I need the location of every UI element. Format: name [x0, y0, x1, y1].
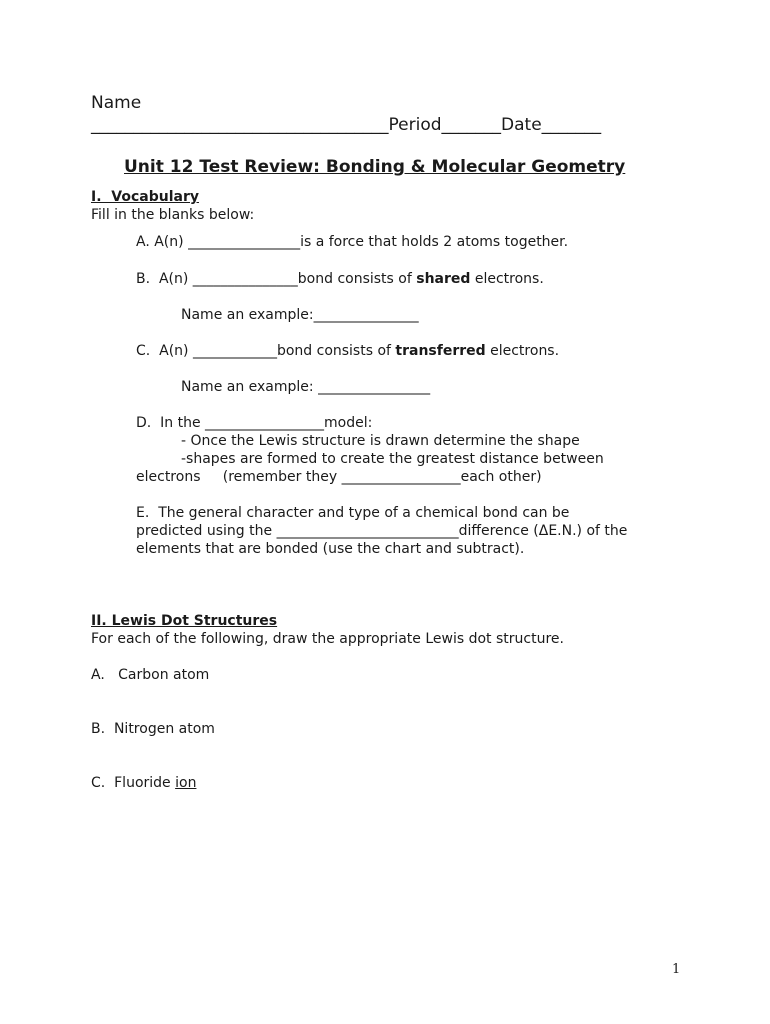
vocabulary-instruction: Fill in the blanks below: [91, 207, 255, 223]
vocab-item-e-line3: elements that are bonded (use the chart and subtract). [136, 541, 525, 557]
page-title: Unit 12 Test Review: Bonding & Molecular Geometry [124, 157, 626, 177]
section-lewis-heading: II. Lewis Dot Structures [91, 613, 278, 629]
vocab-item-e-line2 [136, 523, 627, 539]
header-blanks-line [91, 115, 601, 135]
lewis-item-c-prefix: C. Fluoride [91, 775, 176, 791]
lewis-instruction: For each of the following, draw the appropriate Lewis dot structure. [91, 631, 564, 647]
item-c-example-label: Name an example: [181, 379, 319, 395]
date-blank: _______ [541, 115, 602, 135]
vocab-item-c [136, 343, 559, 359]
item-c-suffix: electrons. [485, 343, 560, 359]
item-d-suffix: model: [324, 415, 373, 431]
item-c-example-blank: ________________ [318, 379, 431, 395]
period-label: Period [388, 115, 442, 135]
vocab-item-e-line1: E. The general character and type of a chemical bond can be [136, 505, 570, 521]
item-b-prefix: B. A(n) [136, 271, 193, 287]
item-b-suffix: electrons. [470, 271, 544, 287]
vocab-item-d-line1 [136, 415, 372, 431]
name-label: Name [91, 93, 142, 113]
item-d-prefix: D. In the [136, 415, 206, 431]
item-b-example-label: Name an example: [181, 307, 314, 323]
item-e-blank: __________________________ [276, 523, 459, 539]
item-d-line4-blank: _________________ [341, 469, 461, 485]
lewis-item-c [91, 775, 196, 791]
vocab-item-b-example [181, 307, 419, 323]
item-b-blank: _______________ [192, 271, 298, 287]
item-b-middle: bond consists of [297, 271, 417, 287]
item-a-suffix: is a force that holds 2 atoms together. [300, 234, 569, 250]
item-d-blank: _________________ [205, 415, 325, 431]
item-c-prefix: C. A(n) [136, 343, 193, 359]
item-b-example-blank: _______________ [313, 307, 419, 323]
vocab-item-d-line4 [136, 469, 542, 485]
item-e-prefix: predicted using the [136, 523, 277, 539]
item-c-blank: ____________ [192, 343, 277, 359]
vocab-item-b [136, 271, 544, 287]
item-a-blank: ________________ [188, 234, 301, 250]
page-number: 1 [672, 962, 681, 977]
period-blank: _______ [441, 115, 502, 135]
vocab-item-d-line3: -shapes are formed to create the greatest distance between [181, 451, 604, 467]
name-blank: ___________________________________ [91, 115, 389, 135]
item-c-middle: bond consists of [276, 343, 396, 359]
item-d-line4-prefix: electrons (remember they [136, 469, 342, 485]
lewis-item-b: B. Nitrogen atom [91, 721, 215, 737]
item-e-suffix: difference (ΔE.N.) of the [458, 523, 628, 539]
item-c-bold-word: transferred [395, 343, 486, 359]
section-vocabulary-heading: I. Vocabulary [91, 189, 199, 205]
lewis-item-c-underlined: ion [175, 775, 197, 791]
item-a-prefix: A. A(n) [136, 234, 189, 250]
vocab-item-a [136, 234, 568, 250]
vocab-item-c-example [181, 379, 430, 395]
item-d-line4-suffix: each other) [460, 469, 542, 485]
vocab-item-d-line2: - Once the Lewis structure is drawn determine the shape [181, 433, 580, 449]
date-label: Date [501, 115, 542, 135]
lewis-item-a: A. Carbon atom [91, 667, 210, 683]
item-b-bold-word: shared [416, 271, 471, 287]
